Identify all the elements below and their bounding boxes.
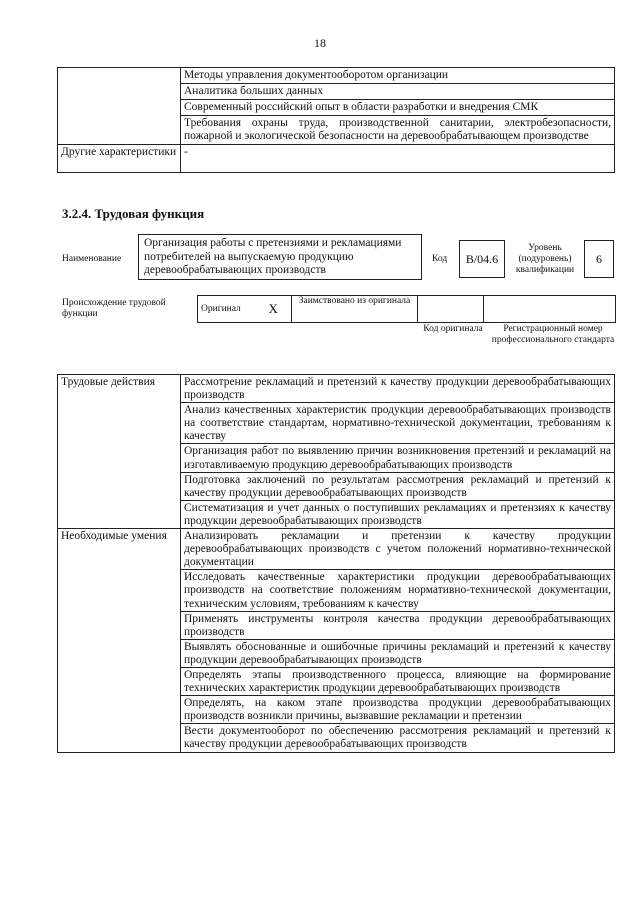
origin-label: Происхождение трудовой функции <box>62 298 166 319</box>
labor-action-item: Рассмотрение рекламаций и претензий к качеству продукции деревообрабатывающих производств <box>181 375 615 403</box>
code-label: Код <box>432 254 448 264</box>
skill-item: Определять этапы производственного процесса, влияющие на формирование технических характеристик продукции деревообрабатывающих производств <box>181 667 615 695</box>
skill-item: Анализировать рекламации и претензии к качеству продукции деревообрабатывающих производств с учетом положений нормативно-технической документации <box>181 529 615 570</box>
knowledge-item: Требования охраны труда, производственной санитарии, электробезопасности, пожарной и экологической безопасности на деревообрабатывающем производстве <box>181 116 615 145</box>
page-number: 18 <box>314 36 326 50</box>
original-label: Оригинал <box>198 296 266 323</box>
level-label: Уровень (подуровень) квалификации <box>515 243 575 275</box>
skill-item: Применять инструменты контроля качества продукции деревообрабатывающих производств <box>181 611 615 639</box>
knowledge-item: Аналитика больших данных <box>181 84 615 100</box>
other-characteristics-value: - <box>181 145 615 173</box>
labor-action-item: Систематизация и учет данных о поступивших рекламациях и претензиях к качеству продукции деревообрабатывающих производств <box>181 500 615 528</box>
registration-number-cell <box>484 296 616 323</box>
section-title: 3.2.4. Трудовая функция <box>62 206 205 221</box>
knowledge-item: Современный российский опыт в области разработки и внедрения СМК <box>181 100 615 116</box>
skill-item: Исследовать качественные характеристики продукции деревообрабатывающих производств на соответствие положениям нормативно-технической документации, техническим условиям, требованиям к качеству <box>181 570 615 611</box>
other-characteristics-label: Другие характеристики <box>58 145 181 173</box>
skill-item: Определять, на каком этапе производства продукции деревообрабатывающих производств возникли причины, вызвавшие рекламации и претензии <box>181 696 615 724</box>
skill-item: Вести документооборот по обеспечению рассмотрения рекламаций и претензий к качеству продукции деревообрабатывающих производств <box>181 724 615 752</box>
qualification-level: 6 <box>584 240 614 278</box>
function-code: B/04.6 <box>459 240 505 278</box>
labor-function-table <box>57 374 615 753</box>
labor-action-item: Подготовка заключений по результатам рассмотрения рекламаций и претензий к качеству продукции деревообрабатывающих производств <box>181 472 615 500</box>
skill-item: Выявлять обоснованные и ошибочные причины рекламаций и претензий к качеству продукции деревообрабатывающих производств <box>181 639 615 667</box>
required-skills-label: Необходимые умения <box>58 529 181 753</box>
function-name-box <box>138 234 422 280</box>
origin-table <box>197 295 616 323</box>
knowledge-table <box>57 67 615 173</box>
borrowed-label: Заимствовано из оригинала <box>292 296 418 323</box>
knowledge-item: Методы управления документооборотом организации <box>181 68 615 84</box>
original-code-cell <box>418 296 484 323</box>
function-name: Организация работы с претензиями и рекламациями потребителей на выпускаемую продукцию деревообрабатывающих производств <box>144 237 402 276</box>
empty-label-cell <box>58 68 181 145</box>
labor-action-item: Организация работ по выявлению причин возникновения претензий и рекламаций на изготавливаемую продукцию деревообрабатывающих производств <box>181 444 615 472</box>
original-mark: X <box>266 296 292 323</box>
registration-caption: Регистрационный номер профессионального стандарта <box>491 324 615 345</box>
labor-actions-label: Трудовые действия <box>58 375 181 529</box>
code-caption: Код оригинала <box>423 324 483 334</box>
name-label: Наименование <box>62 254 122 264</box>
labor-action-item: Анализ качественных характеристик продукции деревообрабатывающих производств на соответствие стандартам, нормативно-технической документации, требованиям к качеству <box>181 403 615 444</box>
